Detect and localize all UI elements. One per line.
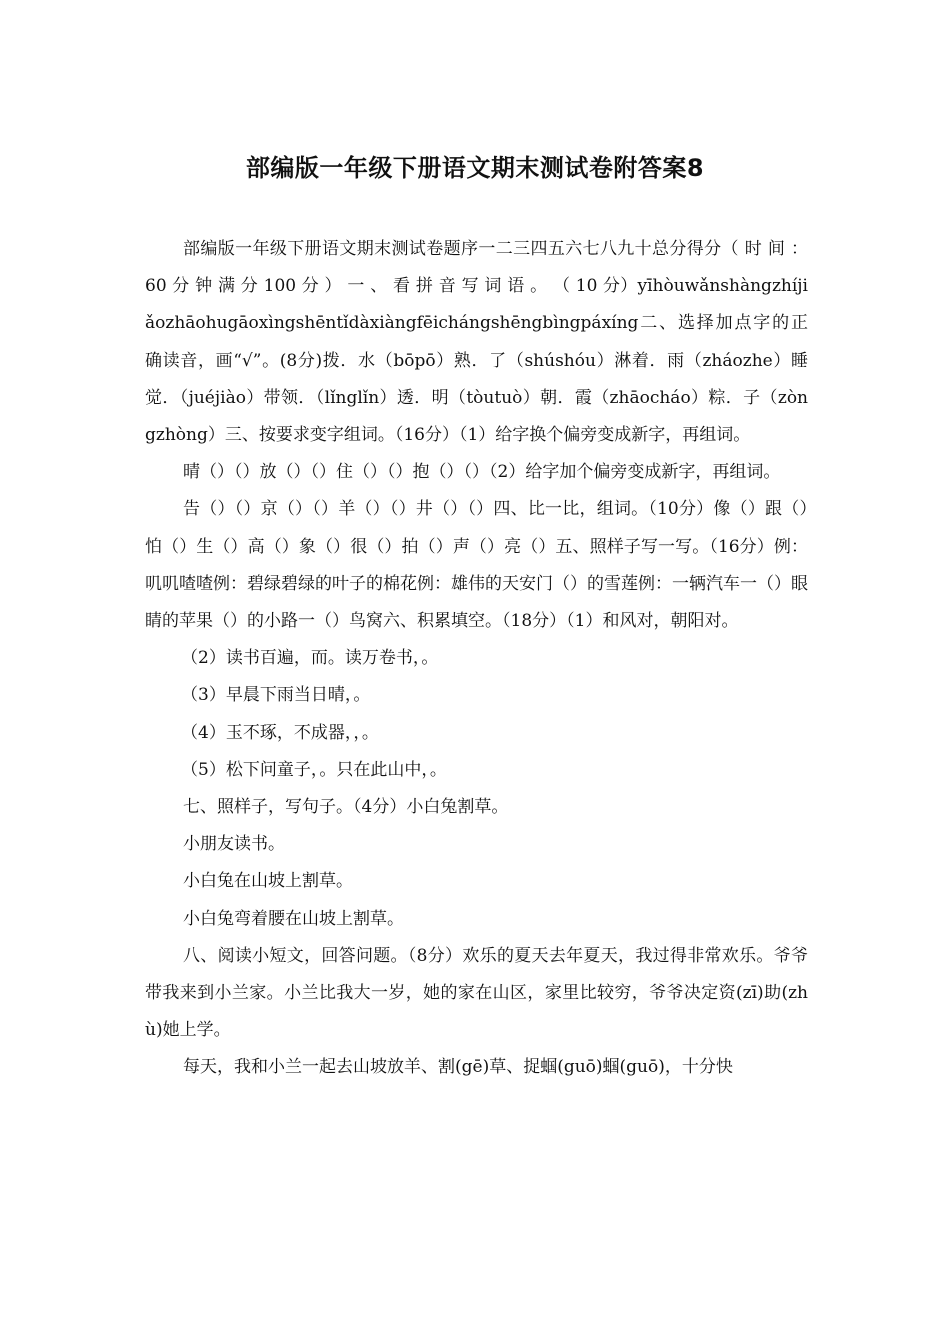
document-title: 部编版一年级下册语文期末测试卷附答案8 <box>245 154 705 182</box>
paragraph-2: 晴（）（）放（）（）住（）（）抱（）（）（2）给字加个偏旁变成新字，再组词。 <box>183 462 781 483</box>
paragraph-12: 八、阅读小短文，回答问题。（8分）欢乐的夏天去年夏天，我过得非常欢乐。爷爷带我来到小兰家。小兰比我大一岁，她的家在山区，家里比较穷，爷爷决定资(zī)助(zhù)她上学。 <box>145 945 808 1041</box>
paragraph-13: 每天，我和小兰一起去山坡放羊、割(gē)草、捉蝈(guō)蝈(guō)，十分快 <box>183 1057 733 1078</box>
paragraph-9: 小朋友读书。 <box>183 834 285 855</box>
paragraph-5: （3）早晨下雨当日晴，。 <box>181 685 371 706</box>
document-body <box>145 231 808 1087</box>
paragraph-11: 小白兔弯着腰在山坡上割草。 <box>183 908 404 929</box>
paragraph-4: （2）读书百遍，而。读万卷书，。 <box>181 648 439 669</box>
paragraph-7: （5）松下问童子，。只在此山中，。 <box>181 759 447 780</box>
paragraph-1: 部编版一年级下册语文期末测试卷题序一二三四五六七八九十总分得分（ 时 间 ： 60 分 钟 满 分 100 分 ） 一 、 看 拼 音 写 词 语 。 （ 10 分）yīhòuwǎnshàngzhíjiǎozhāohugāoxìngshēntǐdàxiàngfēichángshēngbìngpáxíng二、选择加点字的正确读音，画“√”。(8分)拨．水（bōpō）熟．了（shúshóu）淋着．雨（zháozhe）睡觉．（juéjiào）带领．（lǐnglǐn）透．明（tòutuò）朝．霞（zhāocháo）粽．子（zòngzhòng）三、按要求变字组词。（16分）（1）给字换个偏旁变成新字，再组词。 <box>145 239 808 446</box>
paragraph-10: 小白兔在山坡上割草。 <box>183 871 353 892</box>
paragraph-8: 七、照样子，写句子。（4分）小白兔割草。 <box>183 797 509 818</box>
paragraph-3: 告（）（）京（）（）羊（）（）井（）（）四、比一比，组词。（10分）像（）跟（）怕（）生（）高（）象（）很（）拍（）声（）亮（）五、照样子写一写。（16分）例：叽叽喳喳例：碧绿碧绿的叶子的棉花例：雄伟的天安门（）的雪莲例：一辆汽车一（）眼睛的苹果（）的小路一（）鸟窝六、积累填空。（18分）（1）和风对，朝阳对。 <box>145 499 808 632</box>
paragraph-6: （4）玉不琢，不成器，，。 <box>181 722 379 743</box>
